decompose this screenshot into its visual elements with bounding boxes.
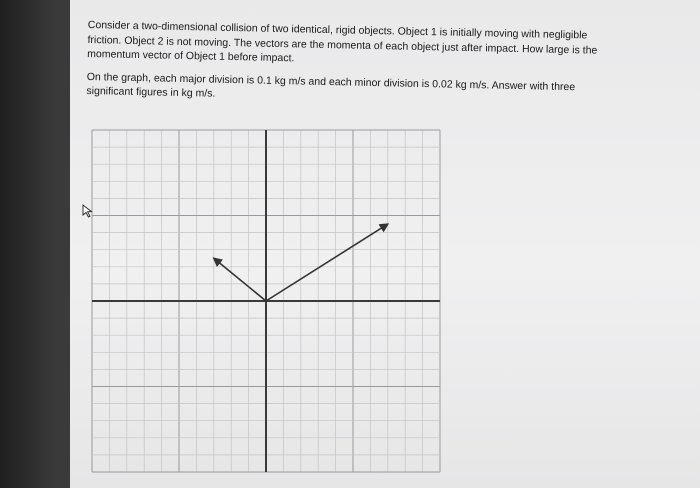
momentum-graph: [86, 126, 446, 476]
question-paragraph-1: Consider a two-dimensional collision of two identical, rigid objects. Object 1 is initially moving with negligible friction. Object 2 is not moving. The vectors are the momenta of each object just after impact. How large is the momentum vector of Object 1 before impact.: [87, 18, 598, 65]
question-text: [86, 18, 600, 117]
cursor-icon: [82, 204, 94, 218]
momentum-vector-1: [214, 258, 266, 301]
graph-svg: [86, 126, 446, 476]
momentum-vector-2: [266, 224, 388, 301]
question-paragraph-2: On the graph, each major division is 0.1 kg m/s and each minor division is 0.02 kg m/s. Answer with three significant figures in kg m/s.: [86, 70, 576, 100]
